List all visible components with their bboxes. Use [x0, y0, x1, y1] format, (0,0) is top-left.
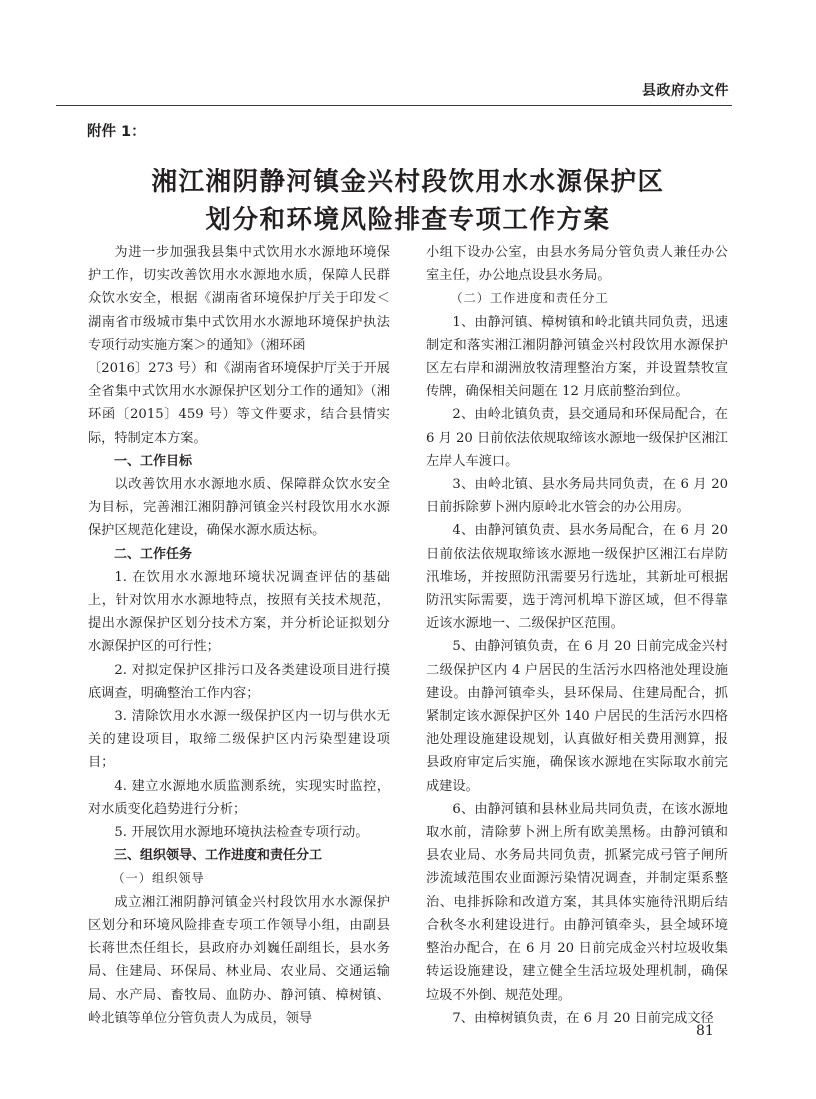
- attachment-label: 附件 1：: [87, 124, 146, 140]
- task-item: 1. 在饮用水水源地环境状况调查评估的基础上，针对饮用水水源地特点，按照有关技术规范，提出水源保护区划分技术方案，并分析论证拟划分水源保护区的可行性；: [88, 569, 390, 655]
- section-heading-organization: 三、组织领导、工作进度和责任分工: [114, 848, 323, 864]
- section-heading-goal: 一、工作目标: [114, 453, 193, 469]
- page-number: 81: [696, 1023, 714, 1039]
- responsibility-item: 6、由静河镇和县林业局共同负责，在该水源地取水前，清除萝卜洲上所有欧美黑杨。由静河镇和县农业局、水务局共同负责，抓紧完成弓管子闸所涉流域范围农业面源污染情况调查，并制定渠系整治、电排拆除和改道方案，其具体实施待汛期后结合秋冬水利建设进行。由静河镇牵头，县全域环境整治办配合，在 6 月 20 日前完成金兴村垃圾收集转运设施建设，建立健全生活垃圾处理机制，确保垃圾不外倒、规范处理。: [426, 801, 728, 1003]
- document-title-line-2: 划分和环境风险排查专项工作方案: [205, 205, 611, 235]
- right-column: [426, 241, 728, 1030]
- intro-paragraph-continued: 〔2016〕273 号）和《湖南省环境保护厅关于开展全省集中式饮用水水源保护区划分工作的通知》（湘环函〔2015〕459 号）等文件要求，结合县情实际，特制定本方案。: [88, 361, 390, 446]
- responsibility-item: 2、由岭北镇负责，县交通局和环保局配合，在 6 月 20 日前依法依规取缔该水源地一级保护区湘江左岸人车渡口。: [426, 407, 728, 469]
- responsibility-item: 5、由静河镇负责，在 6 月 20 日前完成金兴村二级保护区内 4 户居民的生活污水四格池处理设施建设。由静河镇牵头，县环保局、住建局配合，抓紧制定该水源保护区外 140 户居民的生活污水四格池处理设施建设规划，认真做好相关费用测算，报县政府审定后实施，确保该水源地在实际取水前完成建设。: [426, 639, 728, 794]
- task-item: 3. 清除饮用水水源一级保护区内一切与供水无关的建设项目，取缔二级保护区内污染型建设项目；: [88, 709, 390, 771]
- responsibility-item: 7、由樟树镇负责，在 6 月 20 日前完成文径: [452, 1010, 714, 1026]
- subsection-heading-leadership: （一）组织领导: [112, 871, 205, 886]
- leadership-paragraph-continued: 小组下设办公室，由县水务局分管负责人兼任办公室主任，办公地点设县水务局。: [426, 245, 728, 284]
- task-item: 4. 建立水源地水质监测系统，实现实时监控，对水质变化趋势进行分析；: [88, 778, 390, 817]
- header-bar: [56, 68, 732, 106]
- responsibility-item: 3、由岭北镇、县水务局共同负责，在 6 月 20 日前拆除萝卜洲内原岭北水管会的办公用房。: [426, 477, 728, 516]
- task-item: 5. 开展饮用水源地环境执法检查专项行动。: [114, 825, 369, 841]
- responsibility-item: 1、由静河镇、樟树镇和岭北镇共同负责，迅速制定和落实湘江湘阴静河镇金兴村段饮用水源保护区左右岸和湖洲放牧清理整治方案，并设置禁牧宣传牌，确保相关问题在 12 月底前整治到位。: [426, 314, 728, 400]
- task-item: 2. 对拟定保护区排污口及各类建设项目进行摸底调查，明确整治工作内容；: [88, 662, 390, 701]
- header-title: 县政府办文件: [642, 83, 729, 99]
- subsection-heading-progress: （二）工作进度和责任分工: [450, 291, 609, 306]
- section-heading-tasks: 二、工作任务: [114, 546, 193, 562]
- intro-paragraph: 为进一步加强我县集中式饮用水水源地环境保护工作，切实改善饮用水水源地水质，保障人民群众饮水安全，根据《湖南省环境保护厅关于印发＜湖南省市级城市集中式饮用水水源地环境保护执法专项行动实施方案＞的通知》（湘环函: [88, 245, 390, 353]
- responsibility-item: 4、由静河镇负责、县水务局配合，在 6 月 20 日前依法依规取缔该水源地一级保护区湘江右岸防汛堆场，并按照防汛需要另行选址，其新址可根据防汛实际需要，选于湾河机埠下游区域，但不得靠近该水源地一、二级保护区范围。: [426, 523, 728, 632]
- leadership-paragraph: 成立湘江湘阴静河镇金兴村段饮用水水源保护区划分和环境风险排查专项工作领导小组，由副县长蒋世杰任组长，县政府办刘巍任副组长，县水务局、住建局、环保局、林业局、农业局、交通运输局、水产局、畜牧局、血防办、静河镇、樟树镇、岭北镇等单位分管负责人为成员，领导: [88, 894, 390, 1026]
- goal-paragraph: 以改善饮用水水源地水质、保障群众饮水安全为目标，完善湘江湘阴静河镇金兴村段饮用水水源保护区规范化建设，确保水源水质达标。: [88, 477, 390, 539]
- left-column: [88, 241, 390, 1030]
- document-title-line-1: 湘江湘阴静河镇金兴村段饮用水水源保护区: [151, 167, 665, 197]
